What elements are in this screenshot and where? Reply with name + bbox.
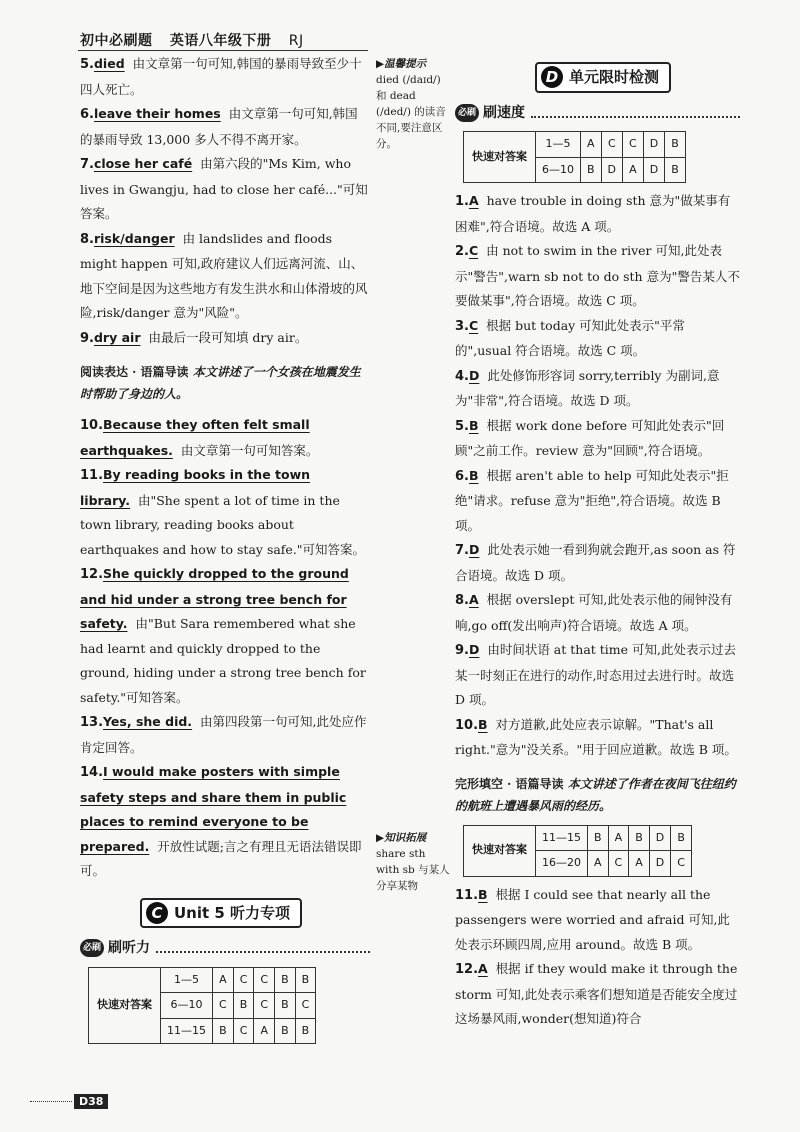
item-answer: I would make posters with simple safety steps and share them in public places to remind everyone to be prepared.	[80, 764, 347, 854]
item-answer: B	[478, 886, 488, 902]
item-explanation: 由时间状语 at that time 可知,此处表示过去某一时刻正在进行的动作,时态用过去进行时。故选 D 项。	[455, 642, 736, 707]
answer-item	[455, 239, 740, 314]
item-number: 6.	[80, 107, 94, 122]
guide-text: 本文讲述了一个女孩在地震发生时帮助了身边的人。	[80, 365, 361, 401]
answer-cell: B	[213, 1018, 234, 1044]
speed-answer-table	[463, 131, 686, 183]
item-number: 2.	[455, 244, 469, 259]
answer-item	[455, 588, 740, 638]
item-explanation: 由"She spent a lot of time in the town library, reading books about earthquakes and how to stay safe."可知答案。	[80, 492, 366, 557]
header-rule	[78, 50, 368, 51]
answer-cell: B	[275, 967, 296, 993]
answer-cell: D	[649, 825, 670, 851]
answer-cell: B	[629, 825, 650, 851]
book-title: 英语八年级下册	[169, 33, 272, 49]
answer-cell: C	[608, 851, 629, 877]
answer-item	[80, 463, 370, 562]
item-explanation: 由第六段的"Ms Kim, who lives in Gwangju, had to close her café..."可知答案。	[80, 156, 368, 221]
answer-cell: B	[275, 993, 296, 1019]
speed-label: 刷速度	[483, 104, 525, 121]
item-explanation: 由"But Sara remembered what she had learnt and quickly dropped to the ground, hiding under a strong tree bench for safety."可知答案。	[80, 616, 366, 705]
tip-text: died (/daɪd/) 和 dead (/ded/) 的读音不同,要注意区分。	[376, 74, 446, 150]
answer-cell: B	[665, 157, 686, 183]
dotted-rule	[156, 943, 370, 953]
answer-cell: B	[581, 157, 602, 183]
item-answer: B	[468, 417, 479, 433]
answer-cell: C	[601, 132, 622, 158]
item-number: 7.	[80, 157, 94, 172]
item-explanation: 开放性试题;言之有理且无语法错误即可。	[80, 838, 362, 878]
page-number: D38	[74, 1094, 108, 1109]
answer-item	[80, 152, 370, 227]
item-answer: She quickly dropped to the ground and hid under a strong tree bench for safety.	[80, 566, 349, 631]
item-answer: By reading books in the town library.	[80, 467, 311, 508]
item-explanation: 由第四段第一句可知,此处应作肯定回答。	[80, 714, 367, 755]
answer-cell: D	[643, 157, 664, 183]
guide-label: 完形填空 · 语篇导读	[455, 776, 564, 791]
item-explanation: 对方道歉,此处应表示谅解。"That's all right."意为"没关系。"用于回应道歉。故选 B 项。	[455, 716, 737, 757]
answer-item	[80, 227, 370, 326]
page-dots	[30, 1101, 72, 1102]
question-range-cell: 11—15	[536, 825, 588, 851]
answer-cell: D	[649, 851, 670, 877]
answer-cell: B	[275, 1018, 296, 1044]
answer-cell: B	[295, 1018, 316, 1044]
answer-item	[80, 760, 370, 884]
item-explanation: 根据 overslept 可知,此处表示他的闹钟没有响,go off(发出响声)符合语境。故选 A 项。	[455, 592, 733, 633]
item-number: 9.	[80, 330, 94, 346]
item-answer: A	[468, 592, 479, 607]
item-explanation: 由文章第一句可知,韩国的暴雨导致至少十四人死亡。	[80, 56, 362, 97]
item-number: 10.	[80, 418, 104, 433]
item-number: 6.	[455, 468, 469, 484]
item-answer: Yes, she did.	[103, 714, 193, 729]
item-number: 5.	[455, 418, 469, 434]
answer-cell: A	[254, 1018, 275, 1044]
answer-cell: A	[629, 851, 650, 877]
item-answer: risk/danger	[93, 230, 175, 246]
answer-item	[455, 414, 740, 464]
item-number: 11.	[80, 468, 104, 483]
answer-cell: C	[213, 993, 234, 1019]
answer-item	[80, 326, 370, 352]
item-explanation: 由文章第一句可知答案。	[180, 442, 319, 458]
section-c-icon: C	[146, 902, 168, 924]
item-explanation: 由文章第一句可知,韩国的暴雨导致 13,000 多人不得不离开家。	[80, 106, 358, 147]
item-answer: B	[468, 467, 479, 483]
item-number: 12.	[80, 567, 104, 582]
item-explanation: 根据 if they would make it through the storm 可知,此处表示乘客们想知道是否能安全度过这场暴风雨,wonder(想知道)符合	[455, 961, 738, 1026]
unit-test-title: 单元限时检测	[569, 68, 660, 86]
question-range-cell: 6—10	[536, 157, 581, 183]
reading-guide	[80, 361, 370, 405]
guide-label: 阅读表达 · 语篇导读	[80, 365, 189, 379]
answer-cell: B	[671, 825, 692, 851]
item-explanation: 根据 I could see that nearly all the passengers were worried and afraid 可知,此处表示环顾四周,应用 around。故选 B 项。	[455, 886, 730, 952]
dotted-rule	[531, 108, 740, 118]
answer-cell: D	[643, 132, 664, 158]
answer-table-row	[89, 967, 316, 993]
answer-cell: C	[233, 1018, 254, 1044]
question-range-cell: 6—10	[161, 993, 213, 1019]
unit5-title: Unit 5 听力专项	[174, 903, 291, 922]
answer-cell: B	[233, 993, 254, 1019]
item-answer: Because they often felt small earthquakes.	[80, 417, 310, 458]
answer-item	[455, 189, 740, 239]
answer-item	[455, 538, 740, 588]
answer-item	[455, 883, 740, 958]
answer-cell: B	[665, 132, 686, 158]
section-d-icon: D	[541, 66, 563, 88]
item-number: 8.	[80, 231, 94, 247]
item-answer: A	[478, 961, 488, 976]
edition-tag: RJ	[288, 33, 304, 49]
answer-item	[455, 638, 740, 713]
answer-cell: C	[254, 967, 275, 993]
extension-icon-label: ▶知识拓展	[376, 832, 427, 844]
left-column	[80, 52, 370, 1050]
item-number: 12.	[455, 962, 479, 977]
question-range-cell: 1—5	[536, 132, 581, 158]
item-explanation: 由 landslides and floods might happen 可知,政府建议人们远离河流、山、地下空间是因为这些地方有发生洪水和山体滑坡的风险,risk/danger 意为"风险"。	[80, 230, 368, 320]
answer-item	[80, 102, 370, 152]
answer-cell: C	[671, 851, 692, 877]
item-answer: dry air	[93, 329, 141, 345]
item-explanation: 此处表示她一看到狗就会跑开,as soon as 符合语境。故选 D 项。	[455, 542, 736, 583]
question-range-cell: 11—15	[161, 1018, 213, 1044]
item-number: 11.	[455, 887, 479, 903]
item-answer: B	[478, 716, 488, 732]
item-answer: died	[93, 56, 125, 71]
side-note-tip	[376, 56, 450, 152]
item-answer: D	[468, 542, 480, 557]
answer-item	[80, 52, 370, 102]
item-explanation: 由 not to swim in the river 可知,此处表示"警告",warn sb not to do sth 意为"警告某人不要做某事",符合语境。故选 C 项。	[455, 243, 740, 308]
item-answer: close her café	[93, 156, 193, 171]
answer-cell: A	[581, 132, 602, 158]
page-header	[80, 30, 316, 50]
item-answer: D	[468, 367, 480, 383]
answer-cell: B	[588, 825, 609, 851]
answer-item	[455, 314, 740, 364]
item-number: 14.	[80, 765, 104, 780]
item-number: 3.	[455, 318, 469, 334]
speed-sub-badge	[455, 101, 740, 126]
item-explanation: 由最后一段可知填 dry air。	[148, 329, 308, 345]
item-number: 13.	[80, 715, 104, 730]
answer-cell: A	[623, 157, 644, 183]
brush-icon: 必刷	[455, 104, 479, 122]
item-explanation: 根据 work done before 可知此处表示"回顾"之前工作。review 意为"回顾",符合语境。	[455, 417, 725, 458]
answer-item	[455, 364, 740, 414]
answer-cell: C	[233, 967, 254, 993]
item-explanation: have trouble in doing sth 意为"做某事有困难",符合语境。故选 A 项。	[455, 193, 731, 234]
item-explanation: 根据 but today 可知此处表示"平常的",usual 符合语境。故选 C 项。	[455, 317, 685, 358]
guide-text: 本文讲述了作者在夜间飞往纽约的航班上遭遇暴风雨的经历。	[455, 776, 736, 813]
answer-table-row	[464, 825, 692, 851]
answer-table-row	[464, 132, 686, 158]
answer-item	[455, 464, 740, 539]
answer-cell: C	[295, 993, 316, 1019]
answer-cell: C	[623, 132, 644, 158]
series-title: 初中必刷题	[80, 33, 153, 49]
answer-cell: C	[254, 993, 275, 1019]
answer-cell: A	[213, 967, 234, 993]
item-answer: D	[468, 642, 480, 657]
table-label: 快速对答案	[464, 825, 536, 876]
listening-sub-badge	[80, 936, 370, 961]
item-answer: leave their homes	[93, 106, 221, 121]
answer-item	[455, 957, 740, 1032]
right-column	[455, 62, 740, 1032]
answer-cell: A	[608, 825, 629, 851]
item-number: 8.	[455, 593, 469, 608]
answer-item	[455, 713, 740, 763]
item-number: 7.	[455, 543, 469, 558]
item-answer: C	[468, 243, 479, 258]
item-explanation: 此处修饰形容词 sorry,terribly 为副词,意为"非常",符合语境。故选 D 项。	[455, 367, 720, 408]
item-number: 4.	[455, 368, 469, 384]
answer-cell: A	[588, 851, 609, 877]
table-label: 快速对答案	[464, 132, 536, 183]
cloze-guide	[455, 773, 740, 817]
item-answer: A	[468, 193, 479, 208]
listening-label: 刷听力	[108, 940, 150, 956]
answer-item	[80, 562, 370, 710]
item-number: 9.	[455, 643, 469, 658]
tip-icon-label: ▶温馨提示	[376, 58, 427, 70]
brush-icon: 必刷	[80, 939, 104, 957]
listening-answer-table	[88, 967, 316, 1045]
question-range-cell: 1—5	[161, 967, 213, 993]
item-answer: C	[468, 317, 479, 333]
cloze-answer-table	[463, 825, 692, 877]
item-number: 10.	[455, 717, 479, 733]
unit5-listening-badge	[140, 898, 302, 929]
item-number: 1.	[455, 194, 469, 209]
item-explanation: 根据 aren't able to help 可知此处表示"拒绝"请求。refuse 意为"拒绝",符合语境。故选 B 项。	[455, 467, 729, 533]
unit-test-badge	[535, 62, 671, 93]
question-range-cell: 16—20	[536, 851, 588, 877]
answer-cell: D	[601, 157, 622, 183]
answer-item	[80, 413, 370, 463]
answer-item	[80, 710, 370, 760]
side-note-extension	[376, 830, 450, 894]
answer-cell: B	[295, 967, 316, 993]
table-label: 快速对答案	[89, 967, 161, 1044]
extension-text: share sth with sb 与某人分享某物	[376, 848, 450, 892]
item-number: 5.	[80, 57, 94, 72]
